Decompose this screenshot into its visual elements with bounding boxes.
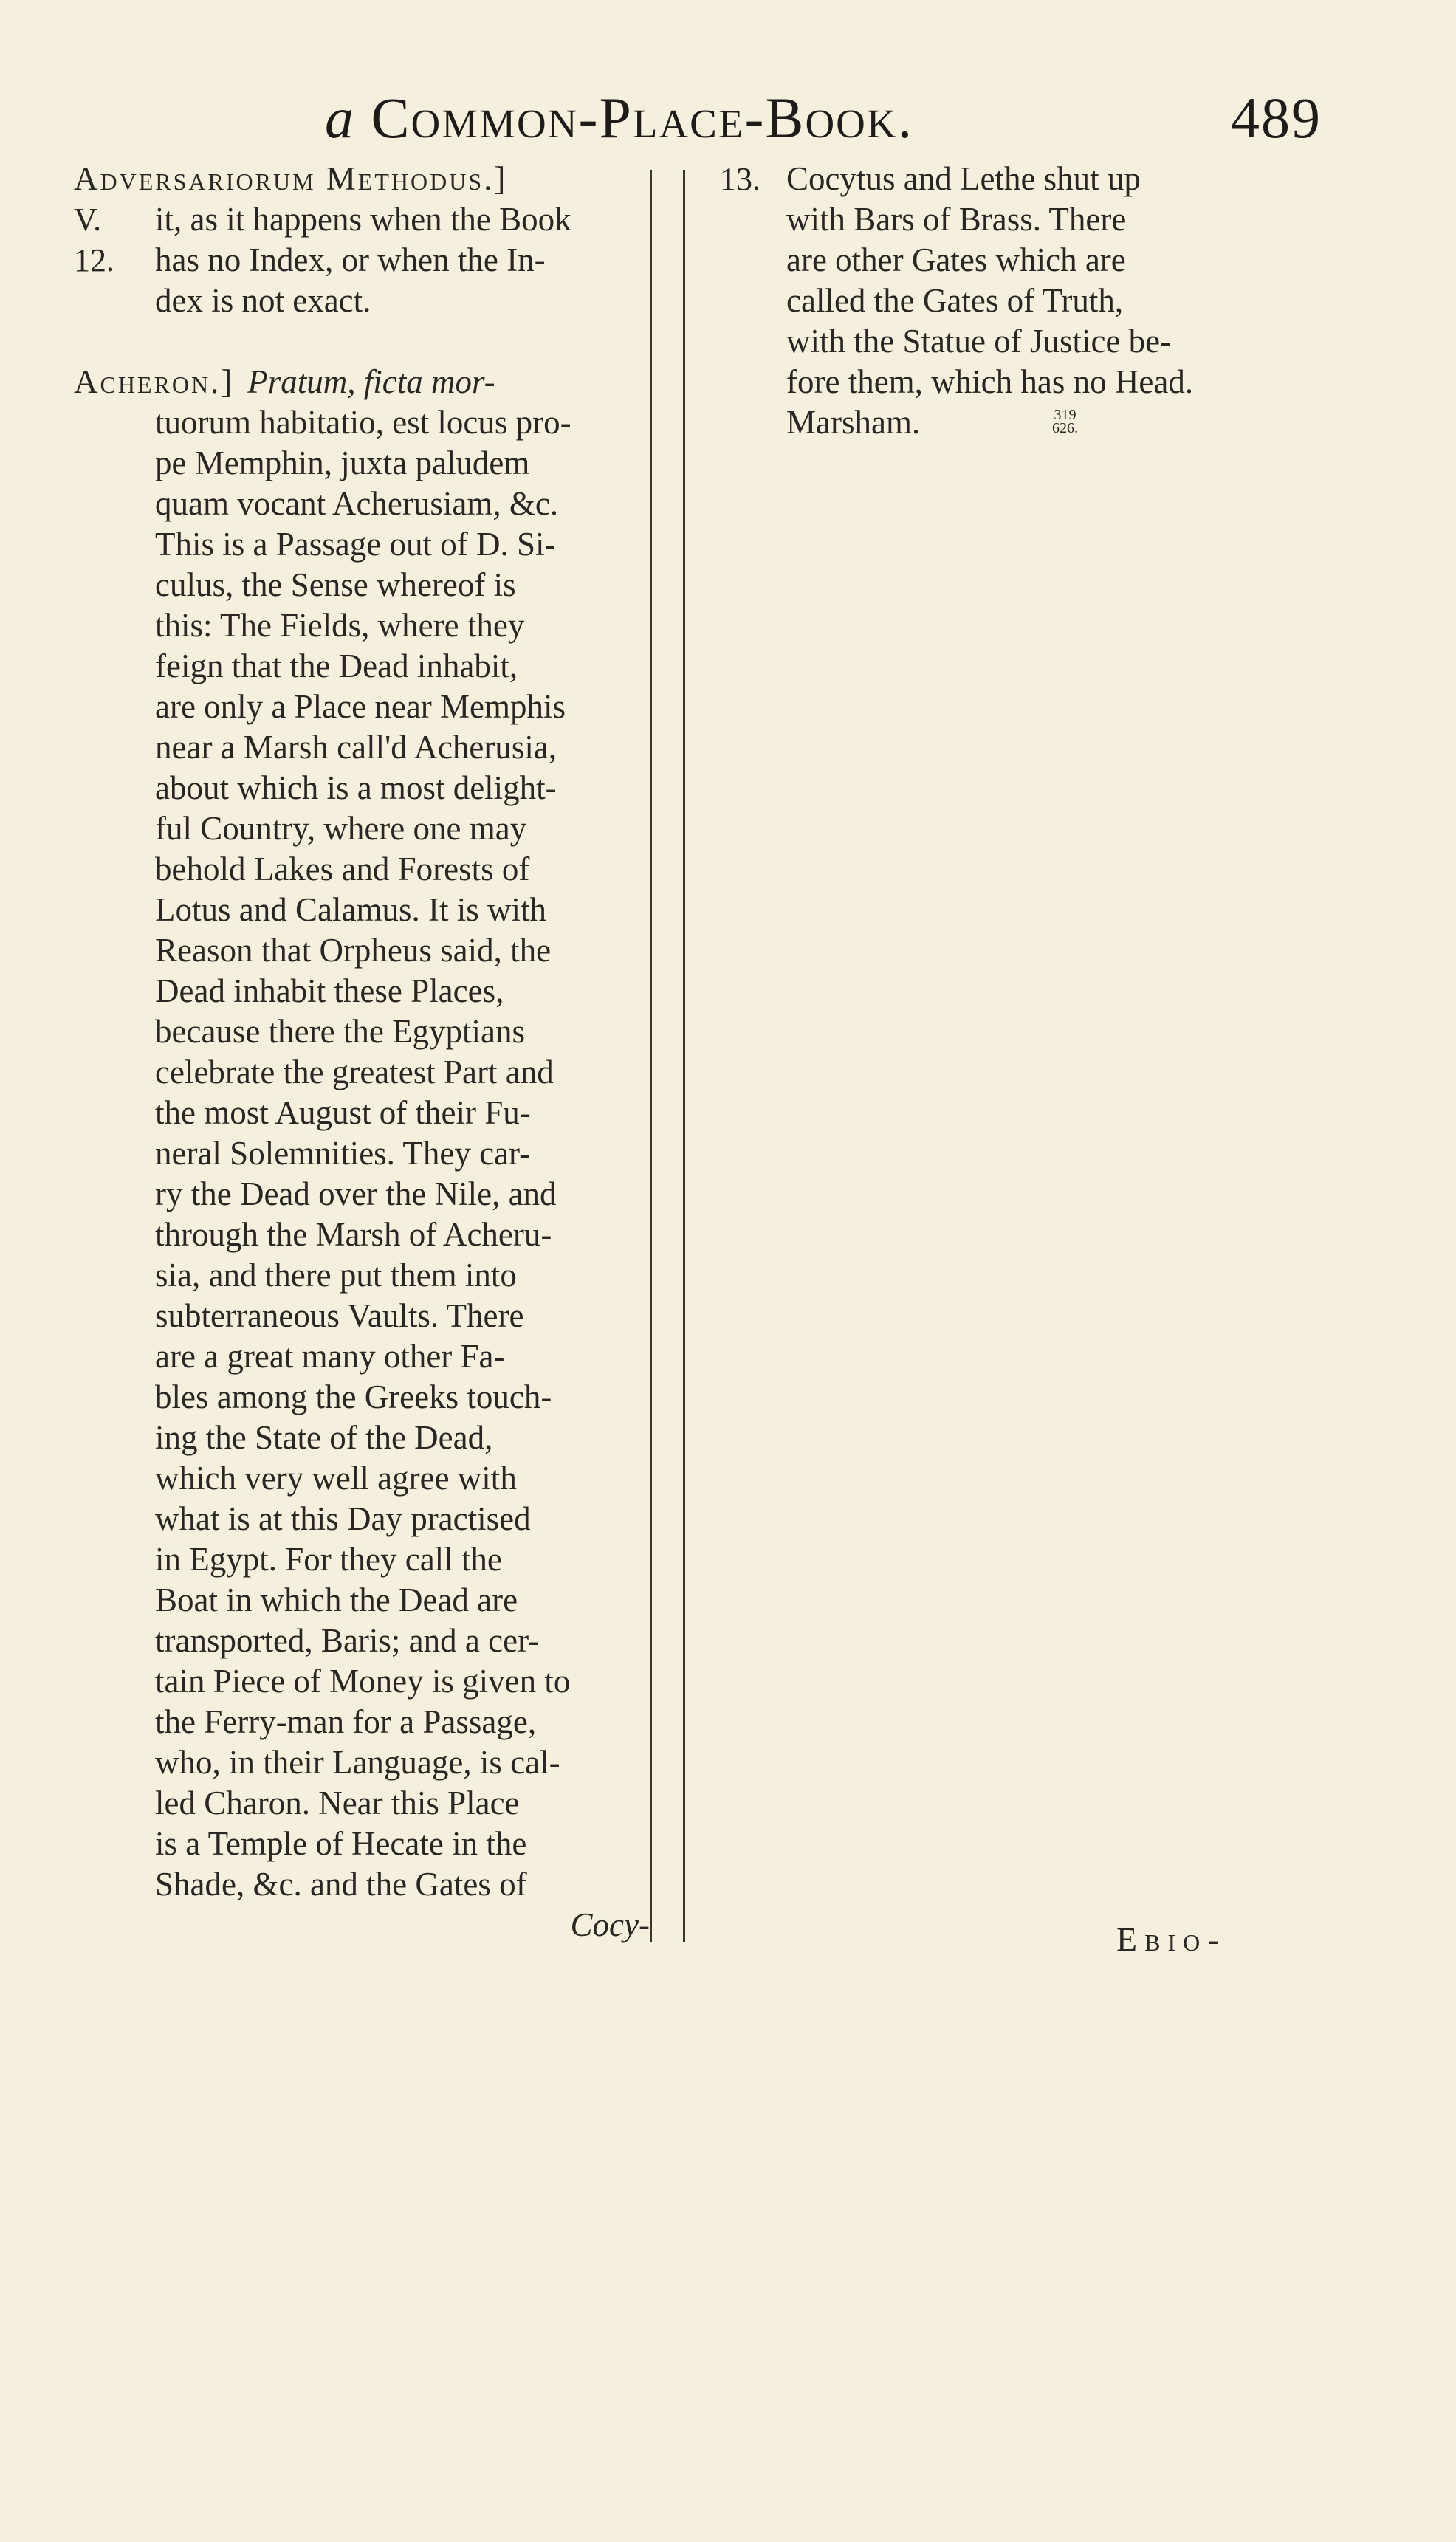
text-span: sia, and there put them into <box>155 1257 517 1294</box>
text-line <box>74 484 650 524</box>
text-line <box>74 1052 650 1093</box>
text-line <box>74 1093 650 1133</box>
text-line <box>74 727 650 768</box>
text-line <box>74 1539 650 1580</box>
text-span: fore them, which has no Head. <box>786 363 1194 400</box>
text-span: led Charon. Near this Place <box>155 1784 520 1821</box>
text-span: the most August of their Fu- <box>155 1094 531 1131</box>
text-line <box>74 1458 650 1499</box>
text-line <box>764 159 1281 199</box>
text-span: Shade, &c. and the Gates of <box>155 1866 527 1903</box>
text-span: with the Statue of Justice be- <box>786 323 1172 360</box>
margin-number-13: 13. <box>720 161 760 197</box>
header-title-prefix: a <box>325 86 355 150</box>
text-line <box>74 890 650 930</box>
text-line <box>74 1621 650 1661</box>
text-span: pe Memphin, juxta paludem <box>155 444 530 481</box>
text-line <box>74 808 650 849</box>
catchword-cocy: Cocy- <box>570 1906 650 1943</box>
page-number: 489 <box>1231 86 1322 150</box>
header-title-text: Common-Place-Book. <box>371 86 914 150</box>
text-span: Lotus and Calamus. It is with <box>155 891 546 928</box>
text-span: Cocytus and Lethe shut up <box>786 160 1141 197</box>
text-line <box>74 646 650 687</box>
text-line <box>74 1580 650 1621</box>
text-span: are a great many other Fa- <box>155 1338 505 1375</box>
text-span: near a Marsh call'd Acherusia, <box>155 729 557 766</box>
column-rule-left <box>650 170 652 1942</box>
reference-bottom: 626. <box>1052 420 1078 436</box>
reference-top: 319 <box>1054 407 1076 423</box>
text-line <box>74 524 650 565</box>
text-line <box>74 1296 650 1336</box>
entry-heading-adversariorum: Adversariorum Methodus.] <box>74 160 508 197</box>
text-line <box>764 199 1281 240</box>
text-span: the Ferry-man for a Passage, <box>155 1703 537 1740</box>
text-line <box>74 849 650 890</box>
text-span: dex is not exact. <box>155 282 371 319</box>
text-span: what is at this Day practised <box>155 1500 531 1537</box>
text-span: Pratum, ficta mor- <box>247 363 495 400</box>
text-span: tain Piece of Money is given to <box>155 1663 571 1700</box>
text-span: which very well agree with <box>155 1460 517 1497</box>
text-line <box>74 1742 650 1783</box>
text-line <box>74 1783 650 1824</box>
text-span: Dead inhabit these Places, <box>155 972 504 1009</box>
text-span: called the Gates of Truth, <box>786 282 1124 319</box>
margin-number-v: V. <box>74 202 102 238</box>
text-span: with Bars of Brass. There <box>786 201 1127 238</box>
text-line <box>74 1133 650 1174</box>
text-span: behold Lakes and Forests of <box>155 851 530 887</box>
text-line <box>74 768 650 808</box>
text-span: about which is a most delight- <box>155 769 557 806</box>
text-span: bles among the Greeks touch- <box>155 1378 552 1415</box>
text-line <box>764 281 1281 321</box>
text-span: Boat in which the Dead are <box>155 1581 518 1618</box>
text-line <box>74 1661 650 1702</box>
text-span: ry the Dead over the Nile, and <box>155 1175 557 1212</box>
text-span: neral Solemnities. They car- <box>155 1135 531 1172</box>
margin-number-12: 12. <box>74 242 114 278</box>
text-span: subterraneous Vaults. There <box>155 1297 524 1334</box>
text-span: feign that the Dead inhabit, <box>155 647 518 684</box>
text-line <box>74 565 650 605</box>
text-line <box>74 1702 650 1742</box>
text-line <box>74 1418 650 1458</box>
text-span: in Egypt. For they call the <box>155 1541 502 1578</box>
text-span: through the Marsh of Acheru- <box>155 1216 552 1253</box>
entry-heading-line-acheron <box>74 362 650 402</box>
text-line <box>74 1377 650 1418</box>
text-line <box>74 1336 650 1377</box>
text-line <box>74 1499 650 1539</box>
text-span: ful Country, where one may <box>155 810 527 847</box>
text-span: Marsham. <box>786 404 921 441</box>
text-line <box>74 443 650 484</box>
text-line <box>74 1011 650 1052</box>
text-span: transported, Baris; and a cer- <box>155 1622 540 1659</box>
text-span: who, in their Language, is cal- <box>155 1744 560 1781</box>
text-line <box>74 930 650 971</box>
text-span: quam vocant Acherusiam, &c. <box>155 485 559 522</box>
text-line <box>74 1864 650 1905</box>
left-column <box>74 159 650 1945</box>
page-reference <box>1052 408 1078 435</box>
running-header <box>325 85 1322 151</box>
text-line <box>764 362 1281 402</box>
text-line <box>764 321 1281 362</box>
text-line <box>74 1824 650 1864</box>
text-line <box>74 402 650 443</box>
right-column <box>720 159 1281 443</box>
text-span: has no Index, or when the In- <box>155 241 546 278</box>
text-line <box>74 687 650 727</box>
text-span: culus, the Sense whereof is <box>155 566 516 603</box>
text-line <box>764 402 1281 443</box>
text-line <box>74 971 650 1011</box>
catchword-ebio: Ebio- <box>1116 1920 1226 1958</box>
text-span: ing the State of the Dead, <box>155 1419 493 1456</box>
text-span: is a Temple of Hecate in the <box>155 1825 527 1862</box>
text-span: because there the Egyptians <box>155 1013 526 1050</box>
text-line <box>74 199 650 240</box>
text-span: this: The Fields, where they <box>155 607 525 644</box>
text-line <box>74 605 650 646</box>
text-span: This is a Passage out of D. Si- <box>155 526 556 563</box>
text-line <box>74 240 650 281</box>
text-line <box>74 1255 650 1296</box>
header-title <box>325 86 913 150</box>
text-span: Reason that Orpheus said, the <box>155 932 552 969</box>
text-span: it, as it happens when the Book <box>155 201 571 238</box>
text-line <box>74 1215 650 1255</box>
text-line <box>74 1174 650 1215</box>
catchword-line <box>74 1905 650 1945</box>
text-span: are only a Place near Memphis <box>155 688 566 725</box>
text-span: tuorum habitatio, est locus pro- <box>155 404 571 441</box>
text-line <box>764 240 1281 281</box>
entry-heading-acheron: Acheron.] <box>74 363 235 400</box>
column-rule-right <box>683 170 685 1942</box>
text-span: are other Gates which are <box>786 241 1126 278</box>
text-span: celebrate the greatest Part and <box>155 1054 554 1090</box>
text-line <box>74 281 650 321</box>
